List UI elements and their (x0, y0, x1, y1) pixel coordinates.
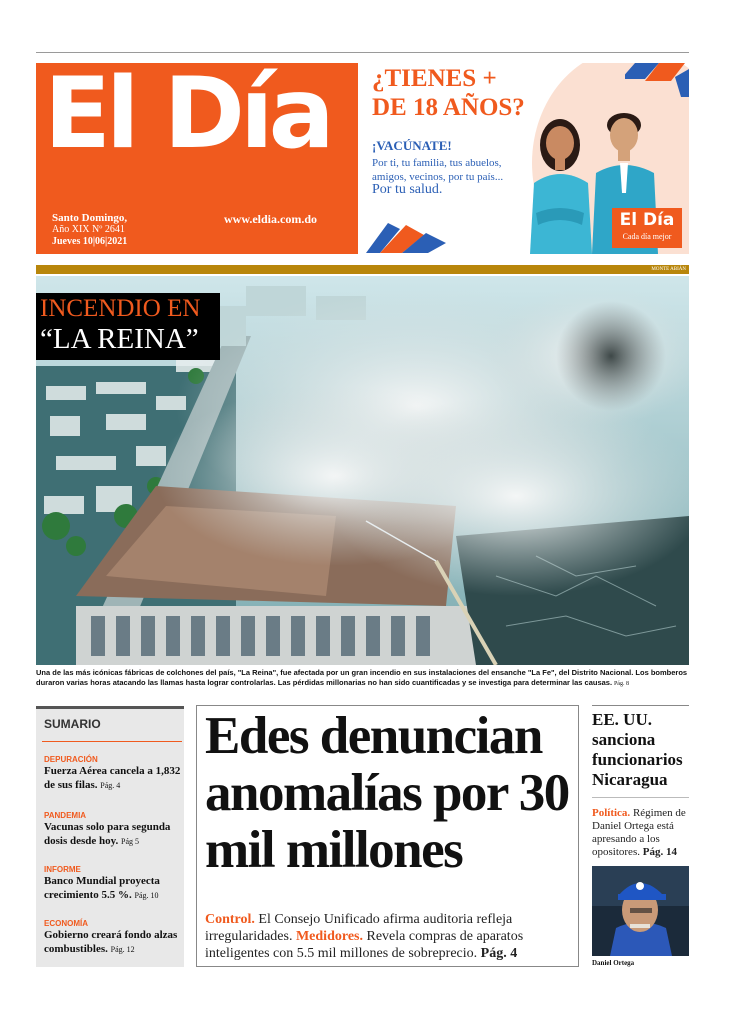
lead-tag-control: Control. (205, 912, 255, 927)
ad-brand-logo (612, 208, 682, 248)
ortega-photo[interactable] (592, 866, 689, 956)
caption-text: Una de las más icónicas fábricas de colchones del país, "La Reina", fue afectada por un gran incendio en sus instalaciones del ensanche "La Fe", del Distrito Nacional. Los bomberos duraron varias horas atacando las llamas hasta lograr controlarlas. Las pérdidas millonarias no han sido cuantificadas y se investiga para determinar las causas. (36, 668, 688, 687)
ortega-portrait-image (592, 866, 689, 956)
ad-vaccinate: ¡VACÚNATE! (372, 138, 452, 153)
lead-headline[interactable]: Edes denuncian anomalías por 30 mil millones (205, 707, 569, 879)
side-headline[interactable]: EE. UU. sanciona funcionarios Nicaragua (592, 710, 683, 789)
sumario-item-page: Pág. 10 (134, 891, 159, 900)
caption-page: Pág. 8 (613, 681, 629, 687)
kicker-line-2: “LA REINA” (40, 323, 199, 355)
sumario-item-tag: ECONOMÍA (44, 919, 88, 928)
sumario-item-page: Pág. 4 (100, 781, 121, 790)
sumario-item-tag: DEPURACIÓN (44, 755, 98, 764)
ad-headline-2: DE 18 AÑOS? (372, 94, 525, 121)
masthead (36, 57, 358, 254)
side-text: Régimen de Daniel Ortega está apresando a los opositores. (592, 807, 686, 858)
ad-salud: Por tu salud. (372, 182, 443, 197)
sumario-item-tag: INFORME (44, 865, 81, 874)
kicker-box (36, 293, 220, 360)
lead-tag-medidores: Medidores. (295, 929, 363, 944)
sumario-box (36, 706, 184, 967)
top-rule (36, 52, 689, 53)
sumario-item[interactable] (44, 755, 184, 793)
sumario-item[interactable] (44, 811, 184, 849)
photo-caption (36, 668, 689, 689)
kicker-line-1: INCENDIO EN (40, 295, 201, 322)
masthead-logo[interactable]: El Día (44, 57, 330, 171)
ad-stripes-icon (625, 63, 689, 103)
ad-logo-name: El Día (619, 210, 675, 230)
sumario-item-text: Fuerza Aérea cancela a 1,832 de sus filas. Pág. 4 (44, 765, 181, 791)
ad-body: Por ti, tu familia, tus abuelos, amigos, vecinos, por tu país... (372, 157, 504, 183)
lead-page: Pág. 4 (480, 946, 518, 961)
side-rule-2 (592, 797, 689, 798)
side-rule (592, 705, 689, 706)
sumario-item-tag: PANDEMIA (44, 811, 87, 820)
lead-body (205, 911, 575, 962)
sumario-item-text: Gobierno creará fondo alzas combustibles. Pág. 12 (44, 929, 178, 955)
section-bar (36, 265, 689, 274)
ortega-photo-caption: Daniel Ortega (592, 959, 635, 967)
masthead-city: Santo Domingo, (52, 212, 128, 224)
lead-story[interactable] (196, 705, 579, 967)
vaccine-ad[interactable] (362, 63, 689, 254)
ad-stripes-bottom-icon (366, 213, 454, 253)
photo-credit: MONTE ABIÁN (651, 267, 686, 272)
sumario-item[interactable] (44, 865, 184, 903)
side-body (592, 807, 689, 859)
sumario-item-page: Pág 5 (121, 837, 140, 846)
sumario-rule (42, 741, 182, 742)
sumario-item-page: Pág. 12 (110, 945, 135, 954)
sumario-item-text: Banco Mundial proyecta crecimiento 5.5 %. Pág. 10 (44, 875, 160, 901)
lead-text-2: Revela compras de aparatos inteligentes con 5.5 mil millones de sobreprecio. (205, 929, 524, 961)
side-tag: Política. (592, 807, 631, 819)
sumario-item[interactable] (44, 919, 184, 957)
lead-text-1: El Consejo Unificado afirma auditoria refleja irregularidades. (205, 912, 513, 944)
masthead-issue: Año XIX Nº 2641 (52, 224, 125, 235)
ad-logo-tagline: Cada día mejor (622, 232, 672, 241)
sumario-item-text: Vacunas solo para segunda dosis desde hoy. Pág 5 (44, 821, 171, 847)
ad-headline-1: ¿TIENES + (372, 65, 497, 92)
masthead-website[interactable]: www.eldia.com.do (224, 212, 317, 226)
sumario-title: SUMARIO (44, 717, 101, 731)
side-page: Pág. 14 (642, 846, 677, 858)
masthead-date: Jueves 10|06|2021 (52, 236, 128, 247)
